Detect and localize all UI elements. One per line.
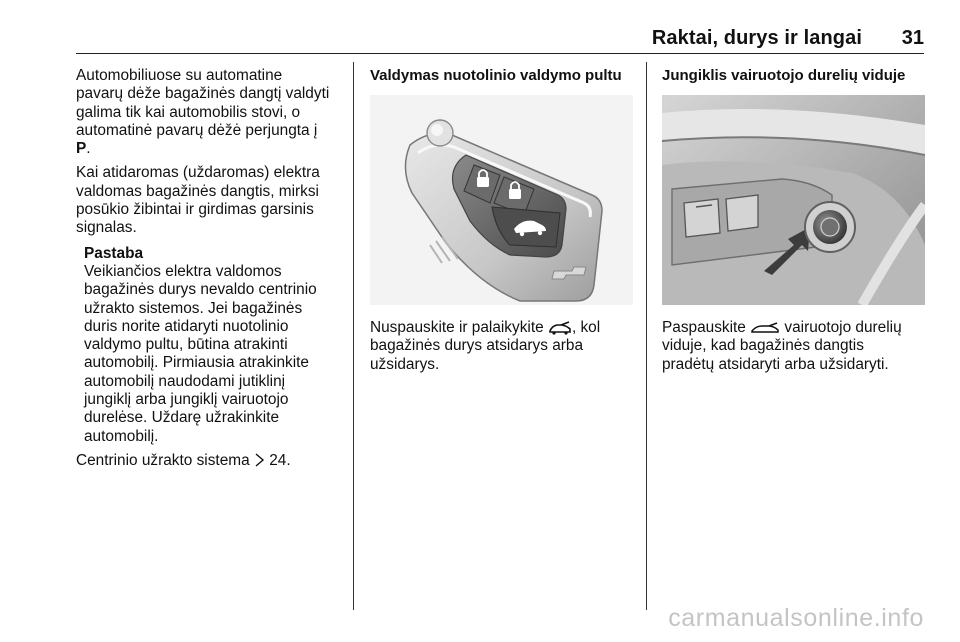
column-divider xyxy=(646,62,647,610)
column-1 xyxy=(76,67,346,470)
key-fob-illustration xyxy=(370,95,633,305)
note-text: Veikiančios elektra valdomos bagažinės durys nevaldo centrinio užrakto sistemos. Jei bagažinės duris norite atidaryti nuotolinio valdymo pultu, būtina atrakinti automobilį. Pirmiausia atrakinkite automobilį naudodami jutiklinį jungiklį arba jungiklį vairuotojo durelėse. Uždarę užrakinkite automobilį. xyxy=(84,262,317,445)
page-number: 31 xyxy=(901,27,924,49)
paragraph-signal-info: Kai atidaromas (uždaromas) elektra valdomas bagažinės dangtis, mirksi posūkio žibintai ir girdimas garsinis signalas. xyxy=(76,164,320,237)
cross-reference[interactable]: Centrinio užrakto sistema 24. xyxy=(76,451,291,469)
gear-p: P xyxy=(76,140,87,158)
remote-instructions: Nuspauskite ir palaikykite , kol bagažinės durys atsidarys arba užsidarys. xyxy=(370,319,601,373)
note-box xyxy=(84,245,346,446)
watermark: carmanualsonline.info xyxy=(668,604,924,632)
door-switch-instructions: Paspauskite vairuotojo durelių viduje, kad bagažinės dangtis pradėtų atsidaryti arba užsidaryti. xyxy=(662,319,902,373)
column-divider xyxy=(353,62,354,610)
door-switch-illustration xyxy=(662,95,925,305)
column-2 xyxy=(370,67,634,85)
paragraph-gear-info: Automobiliuose su automatine pavarų dėže bagažinės dangtį valdyti galima tik kai automobilis stovi, o automatinė pavarų dėžė perjungta į P. xyxy=(76,67,330,158)
trunk-open-icon xyxy=(548,321,572,335)
trunk-button-icon xyxy=(750,321,780,335)
page-reference-arrow-icon xyxy=(254,453,265,467)
header-title: Raktai, durys ir langai xyxy=(651,27,862,49)
page-header xyxy=(76,27,924,54)
section-heading-remote: Valdymas nuotolinio valdymo pultu xyxy=(370,67,622,84)
column-3 xyxy=(662,67,926,85)
note-title: Pastaba xyxy=(84,244,144,262)
section-heading-door-switch: Jungiklis vairuotojo durelių viduje xyxy=(662,67,906,84)
